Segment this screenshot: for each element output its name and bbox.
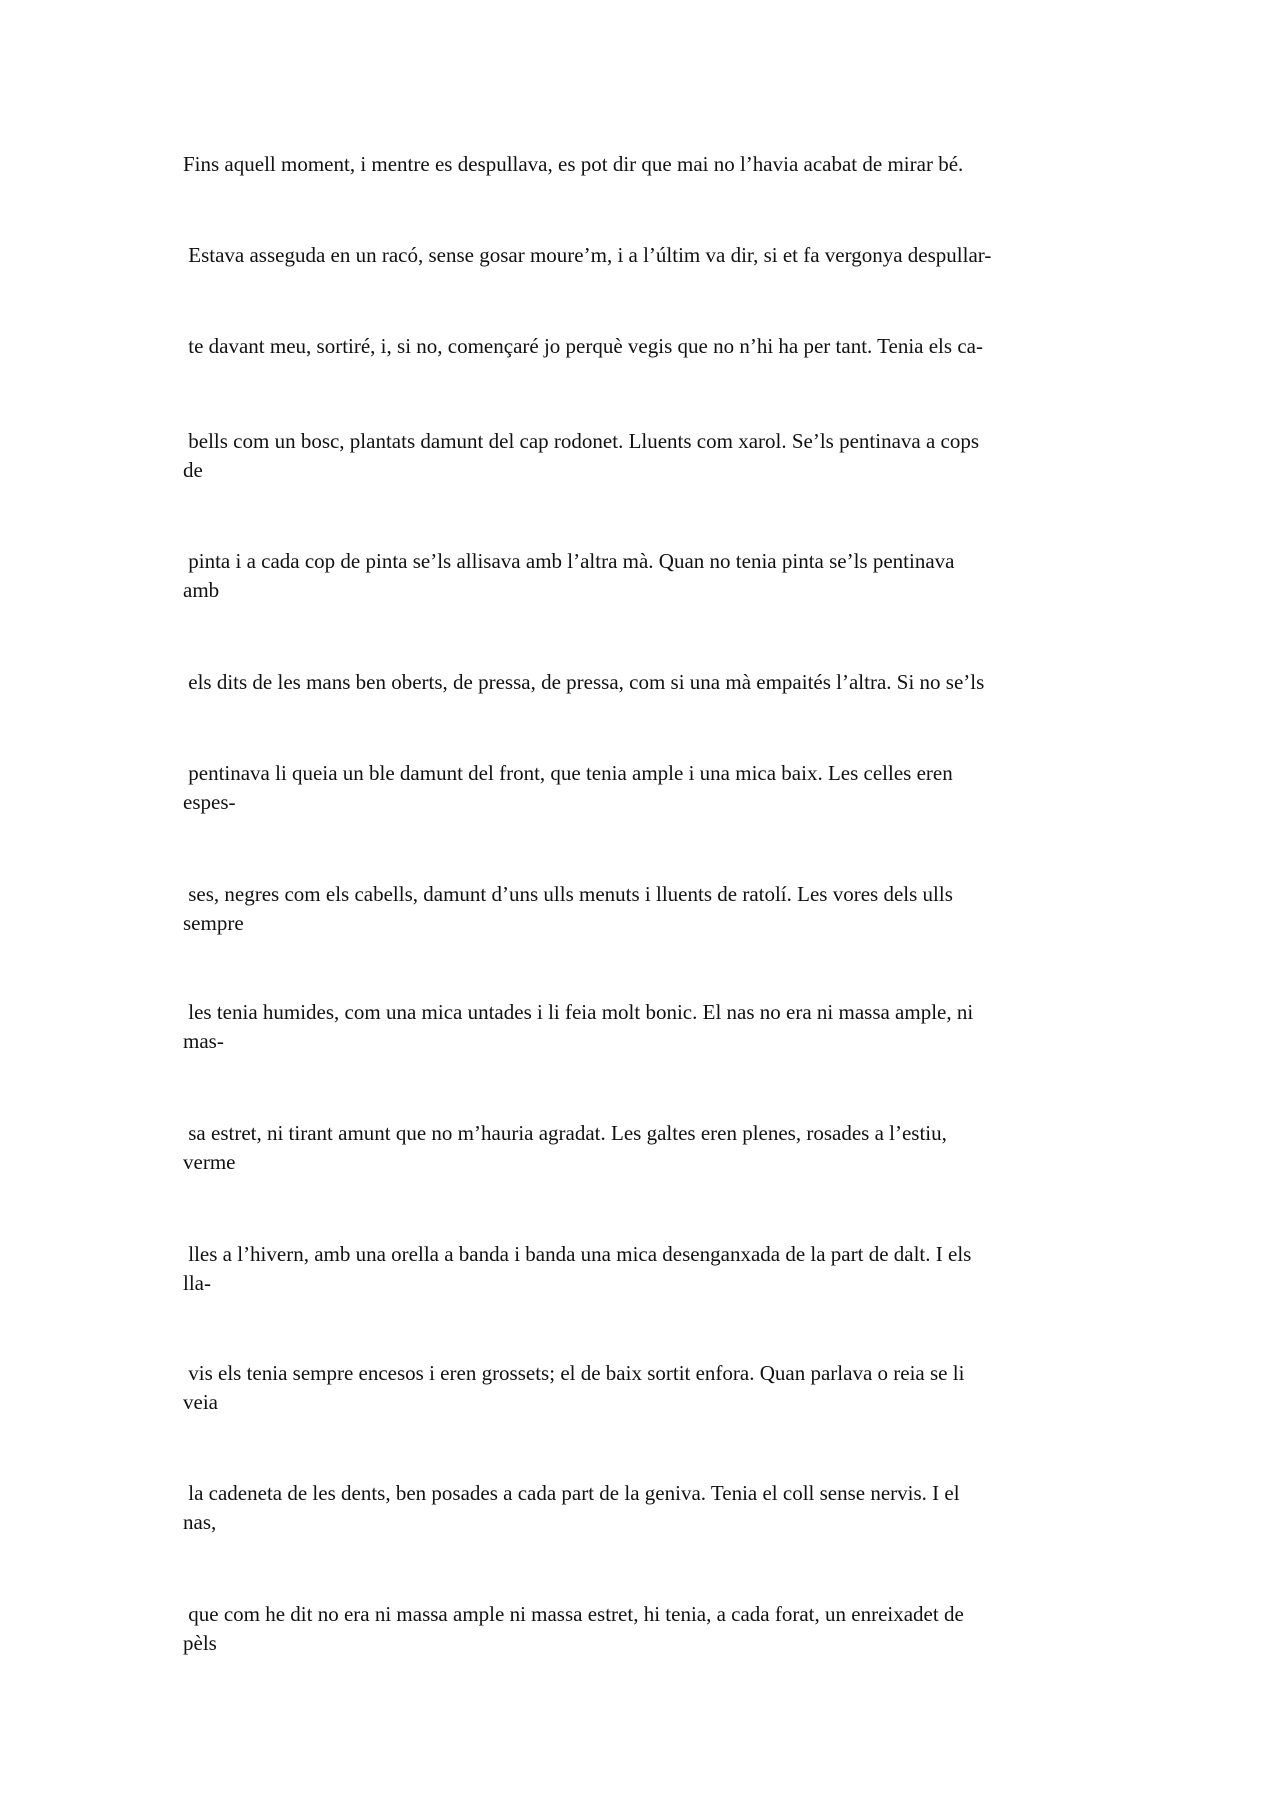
paragraph: Estava asseguda en un racó, sense gosar moure’m, i a l’últim va dir, si et fa vergonya despullar- — [183, 243, 992, 267]
paragraph: sa estret, ni tirant amunt que no m’hauria agradat. Les galtes eren plenes, rosades a l’estiu, verme — [183, 1121, 947, 1174]
paragraph: les tenia humides, com una mica untades i li feia molt bonic. El nas no era ni massa ample, ni mas- — [183, 1000, 974, 1053]
paragraph: vis els tenia sempre encesos i eren grossets; el de baix sortit enfora. Quan parlava o reia se li veia — [183, 1361, 965, 1414]
paragraph: els dits de les mans ben oberts, de pressa, de pressa, com si una mà empaités l’altra. Si no se’ls — [183, 670, 985, 694]
paragraph: que com he dit no era ni massa ample ni massa estret, hi tenia, a cada forat, un enreixadet de pèls — [183, 1602, 964, 1655]
paragraph: pentinava li queia un ble damunt del front, que tenia ample i una mica baix. Les celles eren espes- — [183, 761, 953, 814]
paragraph: te davant meu, sortiré, i, si no, començaré jo perquè vegis que no n’hi ha per tant. Tenia els ca- — [183, 334, 983, 358]
paragraph: Fins aquell moment, i mentre es despullava, es pot dir que mai no l’havia acabat de mirar bé. — [183, 152, 964, 176]
paragraph: la cadeneta de les dents, ben posades a cada part de la geniva. Tenia el coll sense nervis. I el nas, — [183, 1481, 960, 1534]
paragraph: ses, negres com els cabells, damunt d’uns ulls menuts i lluents de ratolí. Les vores dels ulls sempre — [183, 882, 953, 935]
paragraph: bells com un bosc, plantats damunt del cap rodonet. Lluents com xarol. Se’ls pentinava a cops de — [183, 429, 980, 482]
paragraph: lles a l’hivern, amb una orella a banda i banda una mica desenganxada de la part de dalt. I els lla- — [183, 1242, 972, 1295]
paragraph: pinta i a cada cop de pinta se’ls allisava amb l’altra mà. Quan no tenia pinta se’ls pentinava amb — [183, 549, 955, 602]
